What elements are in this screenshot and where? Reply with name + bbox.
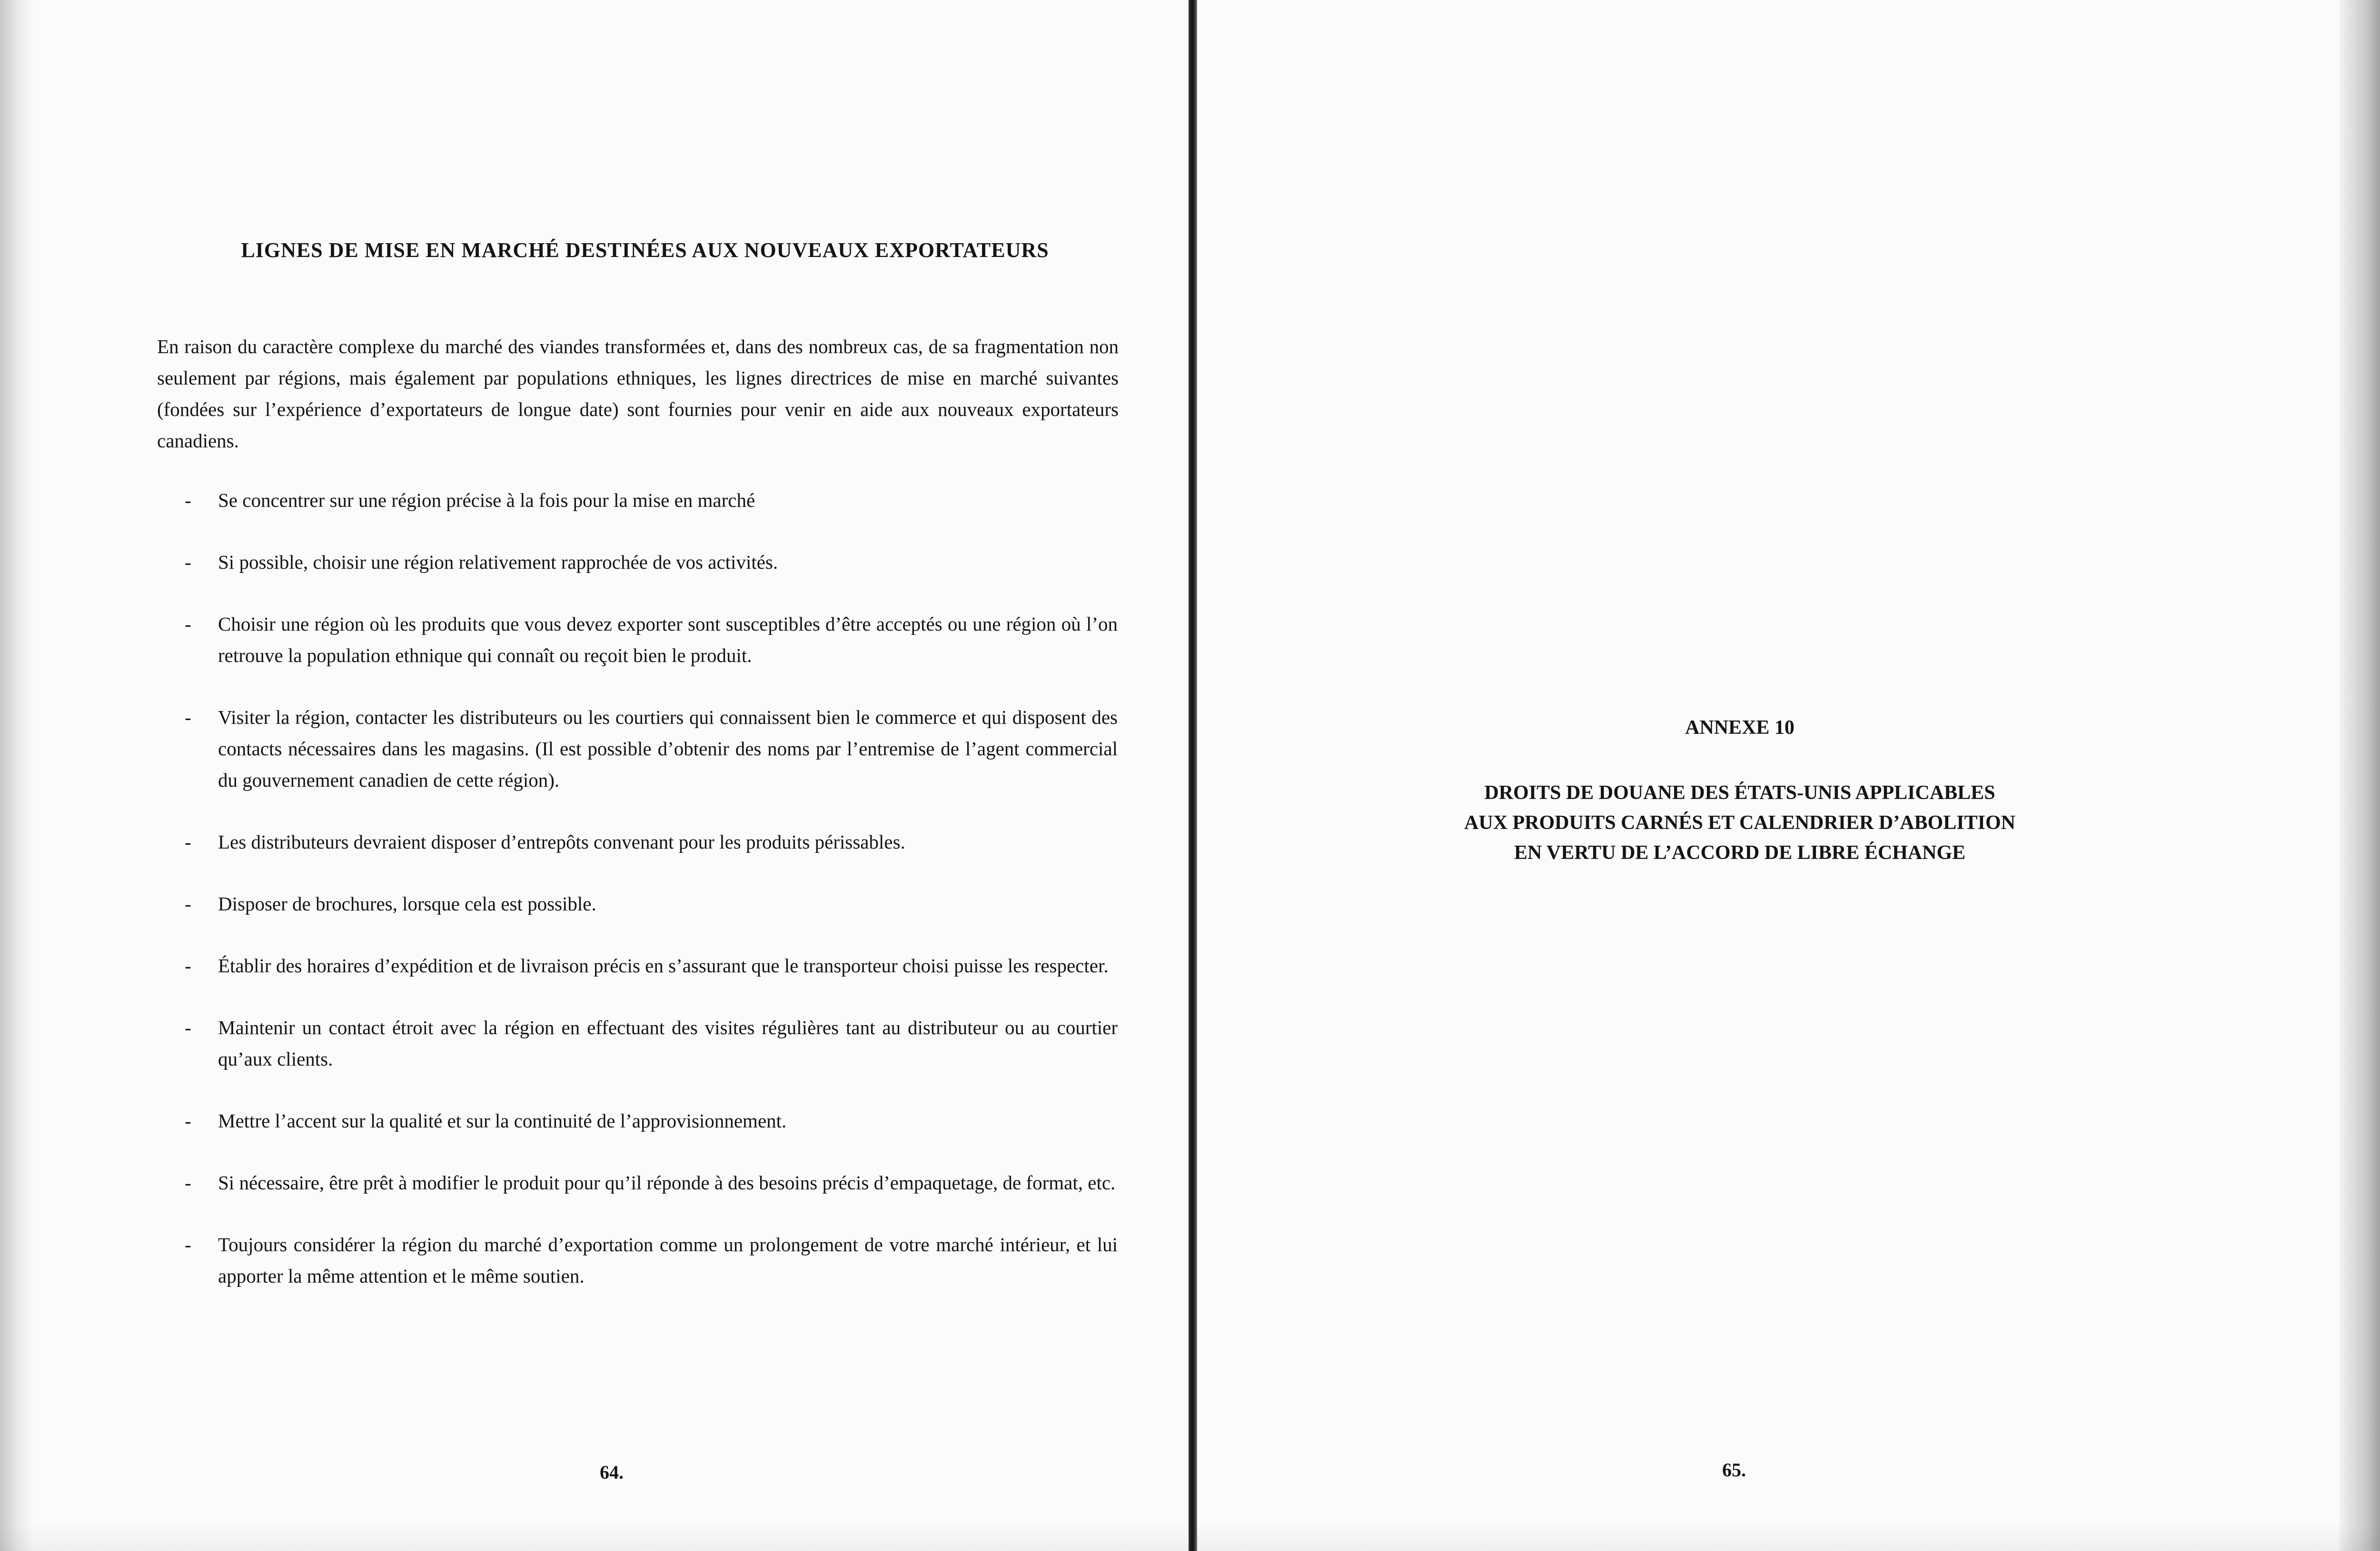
list-item-text: Choisir une région où les produits que vous devez exporter sont susceptibles d’être acceptés ou une région où l’on retrouve la population ethnique qui connaît ou reçoit bien le produit.: [218, 613, 1118, 666]
list-item: [185, 1105, 1118, 1136]
page-number: 65.: [1722, 1459, 1746, 1481]
bullet-dash: -: [185, 955, 191, 977]
list-item: [185, 608, 1118, 671]
annex-number: ANNEXE 10: [1685, 717, 1795, 739]
bullet-dash: -: [185, 551, 191, 573]
bullet-dash: -: [185, 613, 191, 635]
page-edge-shadow: [2340, 0, 2380, 1551]
list-item-text: Maintenir un contact étroit avec la région en effectuant des visites régulières tant au distributeur ou au courtier qu’aux clients.: [218, 1017, 1118, 1070]
book-spine: [1189, 0, 1197, 1551]
page-edge-shadow: [0, 0, 33, 1551]
list-item-text: Se concentrer sur une région précise à la fois pour la mise en marché: [218, 489, 755, 511]
list-item: [185, 484, 1118, 516]
bullet-dash: -: [185, 831, 191, 853]
list-item-text: Établir des horaires d’expédition et de livraison précis en s’assurant que le transporteur choisi puisse les respecter.: [218, 955, 1109, 977]
list-item-text: Disposer de brochures, lorsque cela est possible.: [218, 893, 596, 915]
list-item-text: Si possible, choisir une région relativement rapprochée de vos activités.: [218, 551, 778, 573]
page-bottom-shade: [0, 1522, 1189, 1551]
page-number: 64.: [600, 1462, 624, 1483]
bullet-dash: -: [185, 489, 191, 511]
bullet-dash: -: [185, 1017, 191, 1038]
bullet-dash: -: [185, 706, 191, 728]
annex-title-line: EN VERTU DE L’ACCORD DE LIBRE ÉCHANGE: [1514, 842, 1966, 864]
annex-title: [1197, 778, 2282, 868]
bullet-dash: -: [185, 1234, 191, 1255]
intro-paragraph: En raison du caractère complexe du marché des viandes transformées et, dans des nombreux cas, de sa fragmentation non seulement par régions, mais également par populations ethniques, les lignes directrices de mise en marché suivantes (fondées sur l’expérience d’exportateurs de longue date) sont fournies pour venir en aide aux nouveaux exportateurs canadiens.: [157, 336, 1119, 452]
list-item: [185, 546, 1118, 578]
page-title: LIGNES DE MISE EN MARCHÉ DESTINÉES AUX NOUVEAUX EXPORTATEURS: [241, 238, 1049, 262]
list-item: [185, 1229, 1118, 1292]
list-item: [185, 888, 1118, 919]
right-page: [1197, 0, 2380, 1551]
list-item: [185, 1167, 1118, 1198]
list-item-text: Si nécessaire, être prêt à modifier le produit pour qu’il réponde à des besoins précis d’empaquetage, de format, etc.: [218, 1172, 1116, 1194]
list-item: [185, 826, 1118, 858]
guidelines-list: [185, 484, 1118, 1322]
list-item-text: Les distributeurs devraient disposer d’entrepôts convenant pour les produits périssables.: [218, 831, 905, 853]
bullet-dash: -: [185, 1110, 191, 1132]
bullet-dash: -: [185, 1172, 191, 1194]
page-bottom-shade: [1197, 1522, 2380, 1551]
list-item-text: Toujours considérer la région du marché d’exportation comme un prolongement de votre marché intérieur, et lui apporter la même attention et le même soutien.: [218, 1234, 1118, 1287]
bullet-dash: -: [185, 893, 191, 915]
list-item-text: Mettre l’accent sur la qualité et sur la continuité de l’approvisionnement.: [218, 1110, 787, 1132]
left-page: [0, 0, 1189, 1551]
list-item-text: Visiter la région, contacter les distributeurs ou les courtiers qui connaissent bien le commerce et qui disposent des contacts nécessaires dans les magasins. (Il est possible d’obtenir des noms par l’entremise de l’agent commercial du gouvernement canadien de cette région).: [218, 706, 1118, 791]
list-item: [185, 1012, 1118, 1075]
list-item: [185, 701, 1118, 796]
annex-title-line: AUX PRODUITS CARNÉS ET CALENDRIER D’ABOLITION: [1464, 812, 2015, 834]
list-item: [185, 950, 1118, 981]
annex-title-line: DROITS DE DOUANE DES ÉTATS-UNIS APPLICABLES: [1484, 782, 1995, 804]
